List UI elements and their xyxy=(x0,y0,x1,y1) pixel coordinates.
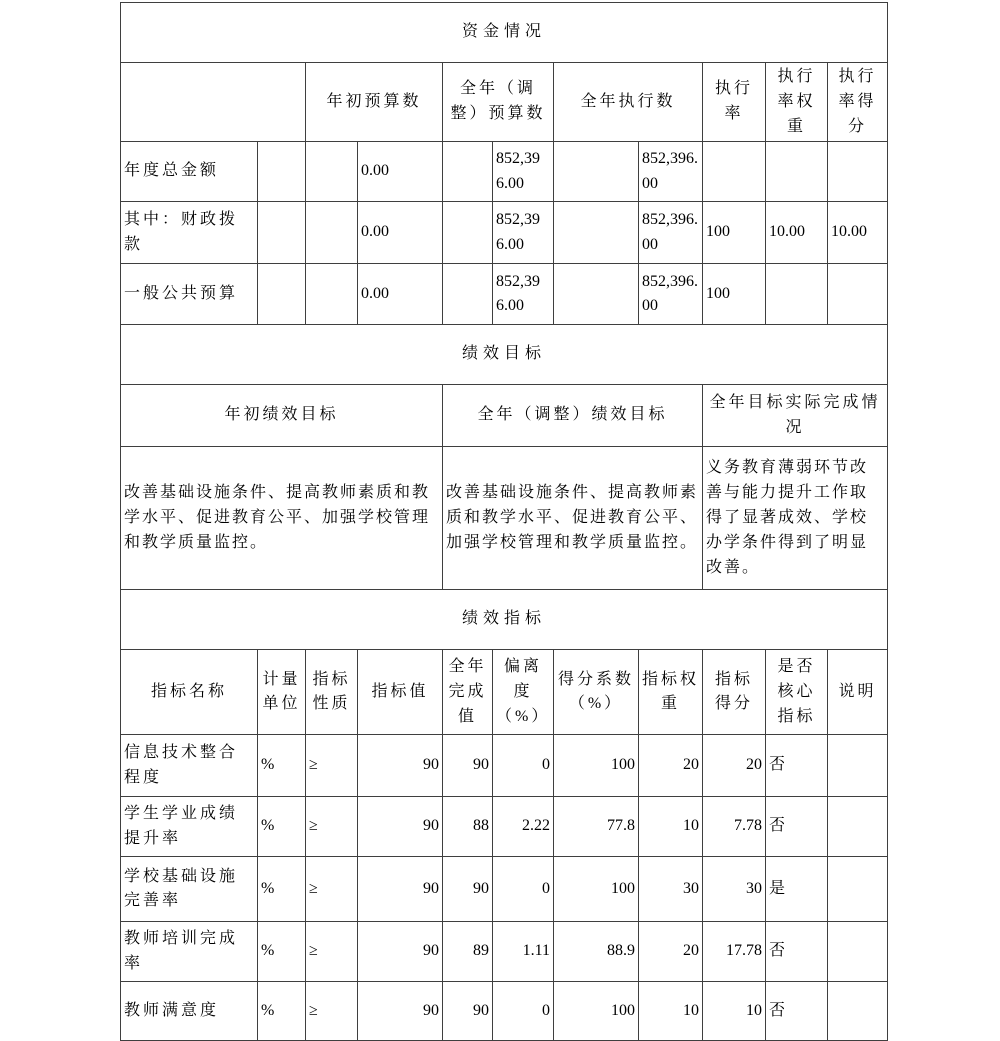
funding-cell-blank xyxy=(258,142,306,202)
funding-cell-rate-score: 10.00 xyxy=(828,202,888,264)
indicator-cell-coefficient: 100 xyxy=(554,857,639,922)
funding-cell-rate-score xyxy=(828,142,888,202)
funding-cell-blank xyxy=(554,142,639,202)
goals-cell-actual: 义务教育薄弱环节改善与能力提升工作取得了显著成效、学校办学条件得到了明显改善。 xyxy=(703,447,888,590)
indicator-cell-coefficient: 77.8 xyxy=(554,797,639,857)
indicator-cell-core: 否 xyxy=(766,797,828,857)
funding-cell-adjusted-budget: 852,396.00 xyxy=(493,264,554,325)
indicator-cell-unit: % xyxy=(258,735,306,797)
funding-header-execution-rate: 执行率 xyxy=(703,63,766,142)
indicator-cell-nature: ≥ xyxy=(306,735,358,797)
indicator-cell-score: 20 xyxy=(703,735,766,797)
indicator-header-actual: 全年完成值 xyxy=(443,650,493,735)
indicator-header-deviation: 偏离度（%） xyxy=(493,650,554,735)
funding-cell-adjusted-budget: 852,396.00 xyxy=(493,142,554,202)
indicator-cell-core: 否 xyxy=(766,735,828,797)
indicator-cell-coefficient: 100 xyxy=(554,982,639,1041)
indicator-header-score: 指标得分 xyxy=(703,650,766,735)
indicator-cell-score: 30 xyxy=(703,857,766,922)
indicator-header-coefficient: 得分系数（%） xyxy=(554,650,639,735)
funding-cell-blank xyxy=(258,264,306,325)
indicator-cell-weight: 20 xyxy=(639,922,703,982)
indicator-cell-coefficient: 88.9 xyxy=(554,922,639,982)
goals-header-initial: 年初绩效目标 xyxy=(121,385,443,447)
goals-cell-initial: 改善基础设施条件、提高教师素质和教学水平、促进教育公平、加强学校管理和教学质量监控。 xyxy=(121,447,443,590)
funding-cell-rate-weight: 10.00 xyxy=(766,202,828,264)
funding-cell-rate-weight xyxy=(766,142,828,202)
goals-cell-adjusted: 改善基础设施条件、提高教师素质和教学水平、促进教育公平、加强学校管理和教学质量监控。 xyxy=(443,447,703,590)
indicator-cell-actual: 88 xyxy=(443,797,493,857)
indicator-cell-name: 信息技术整合程度 xyxy=(121,735,258,797)
indicator-cell-actual: 89 xyxy=(443,922,493,982)
indicator-cell-weight: 10 xyxy=(639,797,703,857)
funding-cell-blank xyxy=(554,202,639,264)
indicator-header-core: 是否核心指标 xyxy=(766,650,828,735)
funding-header-initial-budget: 年初预算数 xyxy=(306,63,443,142)
indicator-cell-score: 10 xyxy=(703,982,766,1041)
indicator-cell-core: 否 xyxy=(766,982,828,1041)
indicator-cell-target: 90 xyxy=(358,735,443,797)
funding-row-label: 其中：财政拨款 xyxy=(121,202,258,264)
indicator-cell-nature: ≥ xyxy=(306,797,358,857)
funding-section-title: 资金情况 xyxy=(121,3,888,63)
indicator-cell-weight: 30 xyxy=(639,857,703,922)
funding-cell-rate-weight xyxy=(766,264,828,325)
funding-cell-blank xyxy=(306,202,358,264)
indicator-cell-name: 教师满意度 xyxy=(121,982,258,1041)
funding-cell-blank xyxy=(443,202,493,264)
indicator-cell-note xyxy=(828,797,888,857)
indicator-cell-unit: % xyxy=(258,797,306,857)
indicator-cell-target: 90 xyxy=(358,857,443,922)
indicator-cell-note xyxy=(828,857,888,922)
indicator-cell-score: 7.78 xyxy=(703,797,766,857)
indicator-cell-name: 教师培训完成率 xyxy=(121,922,258,982)
funding-cell-blank xyxy=(443,142,493,202)
funding-header-executed: 全年执行数 xyxy=(554,63,703,142)
funding-cell-execution-rate: 100 xyxy=(703,202,766,264)
indicator-header-nature: 指标性质 xyxy=(306,650,358,735)
indicators-section-title: 绩效指标 xyxy=(121,590,888,650)
indicator-cell-target: 90 xyxy=(358,982,443,1041)
indicator-header-target: 指标值 xyxy=(358,650,443,735)
indicator-cell-actual: 90 xyxy=(443,735,493,797)
funding-cell-blank xyxy=(258,202,306,264)
indicator-cell-nature: ≥ xyxy=(306,982,358,1041)
funding-cell-blank xyxy=(306,264,358,325)
funding-row-label: 年度总金额 xyxy=(121,142,258,202)
indicator-cell-name: 学校基础设施完善率 xyxy=(121,857,258,922)
indicator-cell-actual: 90 xyxy=(443,857,493,922)
indicator-cell-weight: 20 xyxy=(639,735,703,797)
indicator-cell-note xyxy=(828,982,888,1041)
funding-header-rate-score: 执行率得分 xyxy=(828,63,888,142)
indicator-header-note: 说明 xyxy=(828,650,888,735)
goals-header-actual: 全年目标实际完成情况 xyxy=(703,385,888,447)
indicator-cell-core: 否 xyxy=(766,922,828,982)
indicator-cell-core: 是 xyxy=(766,857,828,922)
indicator-cell-score: 17.78 xyxy=(703,922,766,982)
indicator-cell-deviation: 0 xyxy=(493,982,554,1041)
indicator-cell-unit: % xyxy=(258,922,306,982)
funding-cell-executed: 852,396.00 xyxy=(639,142,703,202)
funding-cell-blank xyxy=(306,142,358,202)
indicator-cell-note xyxy=(828,922,888,982)
goals-header-adjusted: 全年（调整）绩效目标 xyxy=(443,385,703,447)
indicator-header-weight: 指标权重 xyxy=(639,650,703,735)
indicator-cell-deviation: 2.22 xyxy=(493,797,554,857)
funding-cell-initial-budget: 0.00 xyxy=(358,264,443,325)
indicator-cell-name: 学生学业成绩提升率 xyxy=(121,797,258,857)
indicator-cell-weight: 10 xyxy=(639,982,703,1041)
funding-row-label: 一般公共预算 xyxy=(121,264,258,325)
indicator-cell-nature: ≥ xyxy=(306,922,358,982)
funding-header-rate-weight: 执行率权重 xyxy=(766,63,828,142)
funding-cell-executed: 852,396.00 xyxy=(639,264,703,325)
indicator-header-name: 指标名称 xyxy=(121,650,258,735)
indicator-cell-unit: % xyxy=(258,982,306,1041)
funding-header-blank xyxy=(121,63,306,142)
indicator-cell-deviation: 1.11 xyxy=(493,922,554,982)
funding-cell-executed: 852,396.00 xyxy=(639,202,703,264)
funding-cell-initial-budget: 0.00 xyxy=(358,142,443,202)
indicator-cell-note xyxy=(828,735,888,797)
funding-cell-adjusted-budget: 852,396.00 xyxy=(493,202,554,264)
performance-report-table xyxy=(120,2,888,1041)
indicator-cell-target: 90 xyxy=(358,922,443,982)
indicator-cell-unit: % xyxy=(258,857,306,922)
indicator-header-unit: 计量单位 xyxy=(258,650,306,735)
funding-header-adjusted-budget: 全年（调整）预算数 xyxy=(443,63,554,142)
indicator-cell-deviation: 0 xyxy=(493,857,554,922)
indicator-cell-coefficient: 100 xyxy=(554,735,639,797)
indicator-cell-deviation: 0 xyxy=(493,735,554,797)
funding-cell-blank xyxy=(554,264,639,325)
indicator-cell-target: 90 xyxy=(358,797,443,857)
goals-section-title: 绩效目标 xyxy=(121,325,888,385)
funding-cell-execution-rate xyxy=(703,142,766,202)
funding-cell-rate-score xyxy=(828,264,888,325)
funding-cell-blank xyxy=(443,264,493,325)
indicator-cell-actual: 90 xyxy=(443,982,493,1041)
indicator-cell-nature: ≥ xyxy=(306,857,358,922)
funding-cell-execution-rate: 100 xyxy=(703,264,766,325)
funding-cell-initial-budget: 0.00 xyxy=(358,202,443,264)
